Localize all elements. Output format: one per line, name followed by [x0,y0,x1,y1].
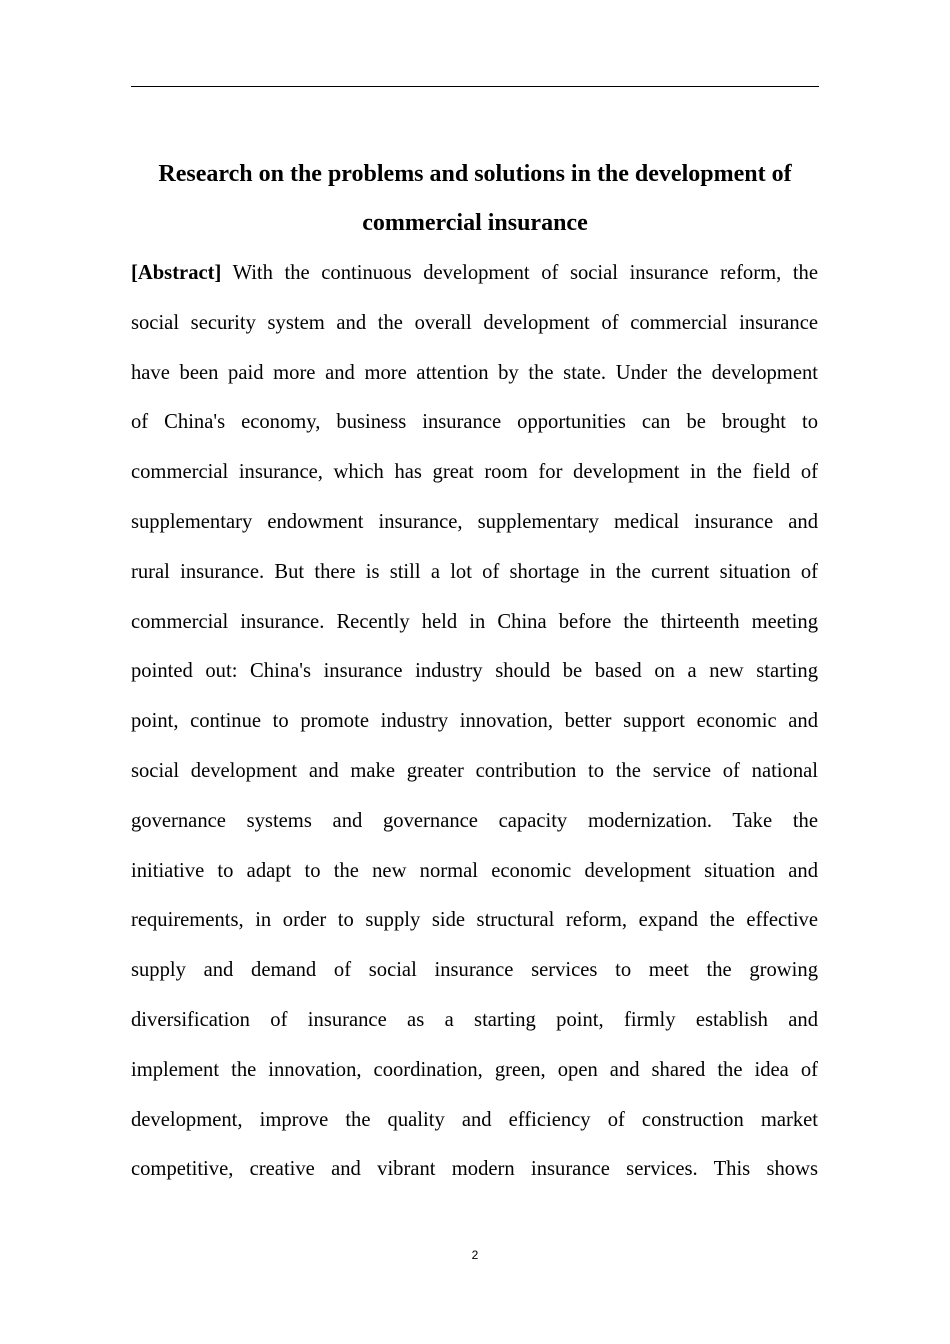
abstract-line: social security system and the overall development of commercial insurance [131,311,818,334]
abstract-line: development, improve the quality and efficiency of construction market [131,1108,818,1131]
abstract-line: diversification of insurance as a starting point, firmly establish and [131,1008,818,1031]
abstract-line: initiative to adapt to the new normal economic development situation and [131,859,818,882]
abstract-line: commercial insurance. Recently held in China before the thirteenth meeting [131,610,818,633]
abstract-body [131,258,818,1204]
abstract-line: competitive, creative and vibrant modern insurance services. This shows [131,1158,818,1181]
abstract-line: [Abstract] With the continuous development of social insurance reform, the [131,262,818,284]
abstract-line: have been paid more and more attention by the state. Under the development [131,361,818,384]
page-number: 2 [471,1248,479,1262]
document-title-line-2: commercial insurance [362,210,588,236]
abstract-line: point, continue to promote industry innovation, better support economic and [131,710,818,733]
abstract-line: rural insurance. But there is still a lot of shortage in the current situation of [131,560,818,583]
abstract-line: implement the innovation, coordination, green, open and shared the idea of [131,1058,818,1081]
abstract-line: supply and demand of social insurance services to meet the growing [131,959,818,982]
header-rule [131,86,819,87]
abstract-line: supplementary endowment insurance, supplementary medical insurance and [131,510,818,533]
abstract-line: of China's economy, business insurance opportunities can be brought to [131,411,818,434]
abstract-line: commercial insurance, which has great room for development in the field of [131,461,818,484]
abstract-line: requirements, in order to supply side structural reform, expand the effective [131,909,818,932]
abstract-label: [Abstract] [131,262,222,284]
abstract-line: pointed out: China's insurance industry should be based on a new starting [131,660,818,683]
document-title-line-1: Research on the problems and solutions in the development of [158,161,792,187]
abstract-line: social development and make greater contribution to the service of national [131,759,818,782]
abstract-line: governance systems and governance capacity modernization. Take the [131,809,818,832]
